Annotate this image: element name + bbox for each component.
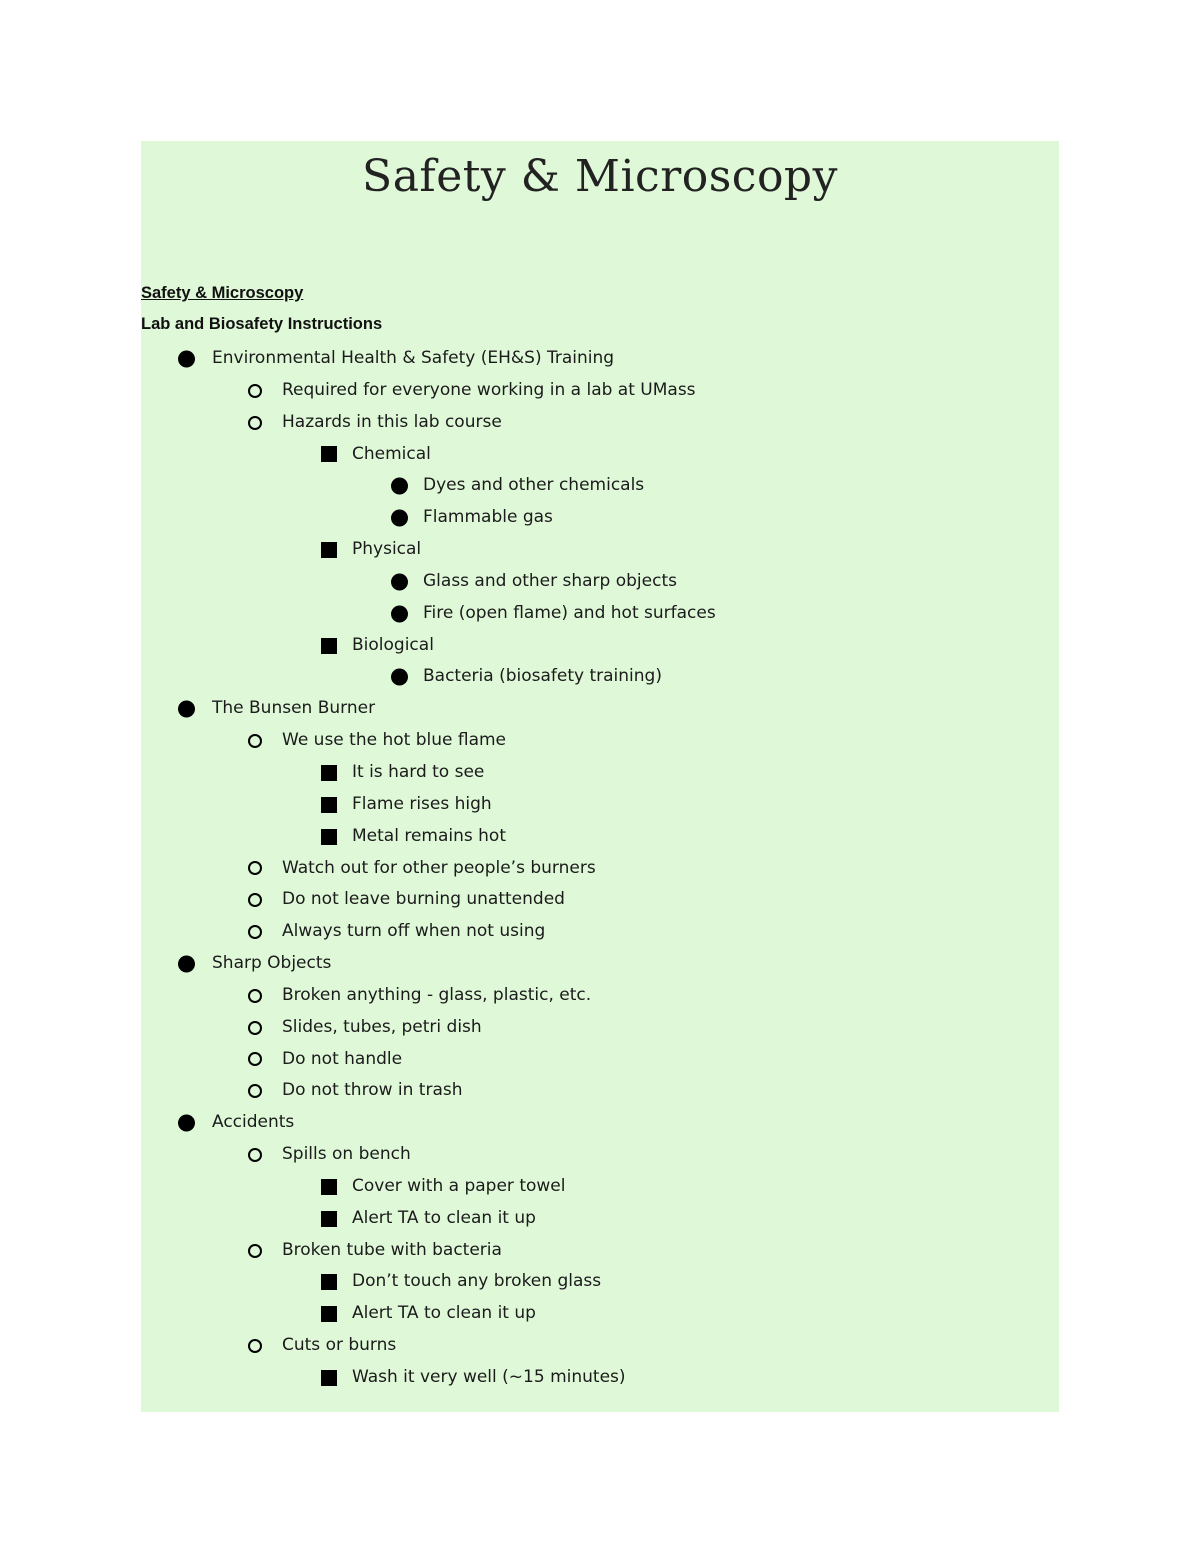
outline-item-level-2 [141,1235,1059,1267]
outline-item-text: It is hard to see [352,761,485,782]
outline-item-text: Dyes and other chemicals [423,475,645,496]
filled-square-bullet-icon [321,829,337,845]
hollow-circle-bullet-icon [248,989,262,1003]
outline-item-text: Do not leave burning unattended [282,889,565,910]
outline-item-text: Spills on bench [282,1144,411,1165]
outline-item-text: Metal remains hot [352,825,506,846]
safety-outline-list [141,343,1059,1394]
outline-item-text: Cover with a paper towel [352,1175,566,1196]
outline-item-level-1 [141,948,1059,980]
outline-item-text: Environmental Health & Safety (EH&S) Training [212,348,615,368]
outline-item-level-2 [141,916,1059,948]
hollow-circle-bullet-icon [248,1084,262,1098]
outline-item-text: Don’t touch any broken glass [352,1271,602,1292]
outline-item-text: Sharp Objects [212,953,332,974]
outline-item-level-4 [141,566,1059,598]
hollow-circle-bullet-icon [248,893,262,907]
outline-item-level-4 [141,598,1059,630]
outline-item-level-2 [141,407,1059,439]
outline-item-level-4 [141,470,1059,502]
outline-item-level-3 [141,439,1059,471]
filled-square-bullet-icon [321,1211,337,1227]
filled-circle-bullet-icon [178,701,195,718]
hollow-circle-bullet-icon [248,1052,262,1066]
outline-item-level-1 [141,693,1059,725]
filled-circle-bullet-icon [178,1115,195,1132]
outline-item-level-3 [141,1266,1059,1298]
outline-item-level-2 [141,725,1059,757]
hollow-circle-bullet-icon [248,1021,262,1035]
filled-square-bullet-icon [321,1370,337,1386]
outline-item-level-3 [141,821,1059,853]
outline-item-text: Biological [352,634,434,655]
outline-item-level-4 [141,502,1059,534]
notes-page [141,141,1059,1412]
outline-item-level-1 [141,1107,1059,1139]
filled-square-bullet-icon [321,1274,337,1290]
outline-item-level-3 [141,534,1059,566]
outline-item-text: Do not throw in trash [282,1080,463,1101]
outline-item-level-2 [141,1139,1059,1171]
outline-item-level-3 [141,1362,1059,1394]
outline-item-text: Slides, tubes, petri dish [282,1016,482,1037]
outline-item-text: Watch out for other people’s burners [282,857,596,878]
outline-item-text: Fire (open flame) and hot surfaces [423,602,716,623]
outline-item-text: Alert TA to clean it up [352,1207,536,1228]
outline-item-text: The Bunsen Burner [212,698,376,719]
outline-item-text: Bacteria (biosafety training) [423,666,662,687]
outline-item-text: We use the hot blue flame [282,730,507,751]
outline-item-level-2 [141,1330,1059,1362]
filled-square-bullet-icon [321,446,337,462]
outline-item-level-3 [141,1203,1059,1235]
document-title: Safety & Microscopy [362,151,838,202]
filled-square-bullet-icon [321,1306,337,1322]
filled-circle-bullet-icon [391,510,408,527]
outline-item-text: Broken tube with bacteria [282,1239,502,1260]
outline-item-level-3 [141,630,1059,662]
subsection-heading: Lab and Biosafety Instructions [141,315,383,333]
filled-circle-bullet-icon [391,573,408,590]
filled-circle-bullet-icon [178,955,195,972]
outline-item-text: Wash it very well (~15 minutes) [352,1367,626,1387]
outline-item-text: Alert TA to clean it up [352,1303,536,1324]
outline-item-text: Hazards in this lab course [282,411,502,432]
hollow-circle-bullet-icon [248,925,262,939]
outline-item-text: Flammable gas [423,507,553,528]
filled-square-bullet-icon [321,638,337,654]
outline-item-text: Broken anything - glass, plastic, etc. [282,984,592,1005]
filled-square-bullet-icon [321,542,337,558]
outline-item-text: Chemical [352,443,431,464]
hollow-circle-bullet-icon [248,384,262,398]
outline-item-text: Glass and other sharp objects [423,570,677,591]
outline-item-text: Do not handle [282,1048,403,1069]
section-heading: Safety & Microscopy [141,284,304,302]
filled-square-bullet-icon [321,797,337,813]
filled-circle-bullet-icon [178,350,195,367]
outline-item-text: Cuts or burns [282,1335,397,1356]
outline-item-text: Physical [352,539,422,560]
outline-item-text: Always turn off when not using [282,921,546,942]
outline-item-text: Required for everyone working in a lab at UMass [282,379,696,400]
filled-square-bullet-icon [321,765,337,781]
filled-circle-bullet-icon [391,605,408,622]
outline-item-level-2 [141,1012,1059,1044]
outline-item-level-3 [141,1171,1059,1203]
outline-item-level-4 [141,661,1059,693]
outline-item-level-2 [141,1044,1059,1076]
hollow-circle-bullet-icon [248,1339,262,1353]
hollow-circle-bullet-icon [248,416,262,430]
filled-circle-bullet-icon [391,478,408,495]
outline-item-level-1 [141,343,1059,375]
outline-item-level-2 [141,884,1059,916]
hollow-circle-bullet-icon [248,861,262,875]
outline-item-text: Flame rises high [352,793,492,814]
outline-item-level-3 [141,789,1059,821]
hollow-circle-bullet-icon [248,1244,262,1258]
outline-item-level-2 [141,853,1059,885]
filled-square-bullet-icon [321,1179,337,1195]
outline-item-level-2 [141,980,1059,1012]
hollow-circle-bullet-icon [248,734,262,748]
outline-item-level-2 [141,375,1059,407]
outline-item-level-2 [141,1075,1059,1107]
hollow-circle-bullet-icon [248,1148,262,1162]
outline-item-level-3 [141,1298,1059,1330]
filled-circle-bullet-icon [391,669,408,686]
outline-item-text: Accidents [212,1112,295,1133]
outline-item-level-3 [141,757,1059,789]
